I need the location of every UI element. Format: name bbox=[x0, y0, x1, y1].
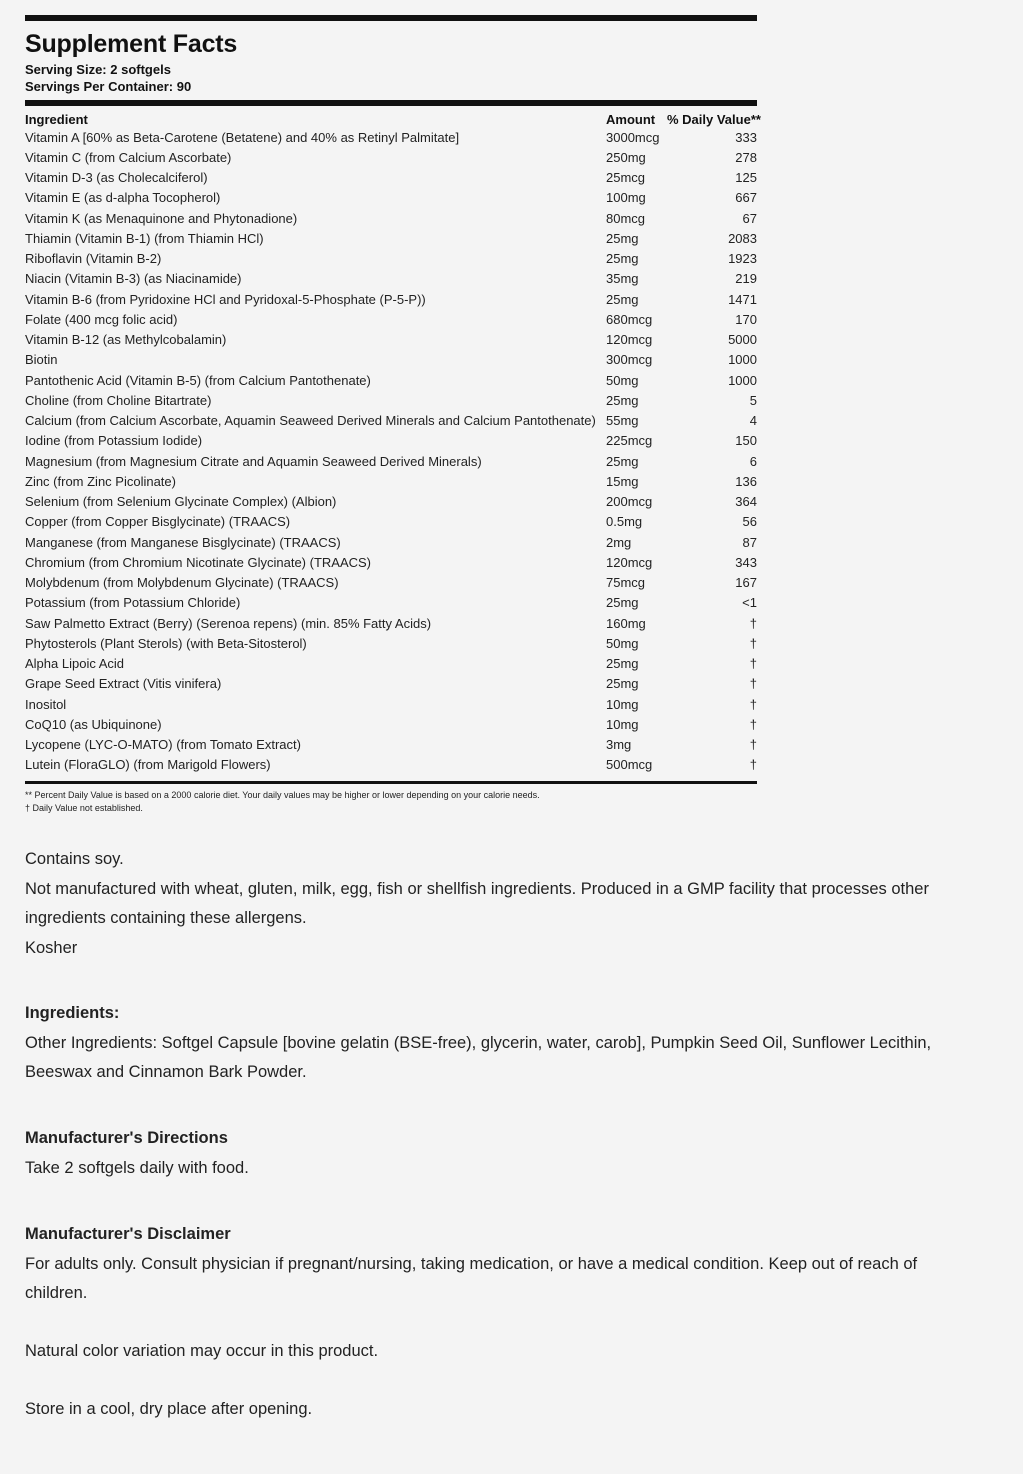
ingredient-daily-value: 667 bbox=[735, 190, 757, 206]
facts-table-row bbox=[25, 552, 757, 572]
ingredient-name: Potassium (from Potassium Chloride) bbox=[25, 595, 241, 611]
ingredient-name: Manganese (from Manganese Bisglycinate) (TRAACS) bbox=[25, 534, 341, 550]
ingredient-amount: 680mcg bbox=[606, 311, 653, 327]
ingredient-amount: 10mg bbox=[606, 716, 639, 732]
ingredient-name: Selenium (from Selenium Glycinate Complex) (Albion) bbox=[25, 494, 337, 510]
facts-table-row bbox=[25, 431, 757, 451]
ingredient-daily-value: 364 bbox=[735, 494, 757, 510]
top-rule bbox=[25, 15, 757, 21]
facts-table-body bbox=[25, 127, 757, 775]
disclaimer-text: For adults only. Consult physician if pregnant/nursing, taking medication, or have a medical condition. Keep out of reach of children. bbox=[25, 1254, 918, 1302]
ingredient-daily-value: 5 bbox=[749, 392, 757, 408]
ingredient-amount: 35mg bbox=[606, 271, 639, 287]
ingredient-amount: 3000mcg bbox=[606, 129, 660, 145]
ingredient-name: Chromium (from Chromium Nicotinate Glycinate) (TRAACS) bbox=[25, 554, 372, 570]
ingredient-amount: 25mg bbox=[606, 676, 639, 692]
ingredient-name: Iodine (from Potassium Iodide) bbox=[25, 433, 203, 449]
ingredient-amount: 80mcg bbox=[606, 210, 646, 226]
ingredient-daily-value: † bbox=[749, 757, 757, 773]
ingredient-name: Niacin (Vitamin B-3) (as Niacinamide) bbox=[25, 271, 242, 287]
ingredient-daily-value: 2083 bbox=[728, 230, 757, 246]
other-ingredients-text: Other Ingredients: Softgel Capsule [bovine gelatin (BSE-free), glycerin, water, carob], Pumpkin Seed Oil, Sunflower Lecithin, Beeswax and Cinnamon Bark Powder. bbox=[25, 1033, 932, 1081]
ingredient-daily-value: 1471 bbox=[728, 291, 757, 307]
ingredient-daily-value: <1 bbox=[742, 595, 757, 611]
ingredient-amount: 250mg bbox=[606, 149, 646, 165]
facts-table-row bbox=[25, 654, 757, 674]
daily-value-footnote: ** Percent Daily Value is based on a 2000 calorie diet. Your daily values may be higher or lower depending on your calorie needs. bbox=[25, 790, 540, 800]
ingredient-daily-value: † bbox=[749, 676, 757, 692]
ingredient-daily-value: 219 bbox=[735, 271, 757, 287]
ingredient-name: CoQ10 (as Ubiquinone) bbox=[25, 716, 162, 732]
facts-column-headers bbox=[25, 106, 761, 127]
ingredient-amount: 50mg bbox=[606, 372, 639, 388]
ingredient-amount: 120mcg bbox=[606, 554, 653, 570]
facts-table-row bbox=[25, 471, 757, 491]
kosher-text: Kosher bbox=[25, 938, 78, 957]
ingredient-name: Vitamin B-12 (as Methylcobalamin) bbox=[25, 332, 227, 348]
amount-column-header: Amount bbox=[606, 112, 656, 127]
ingredient-daily-value: 6 bbox=[749, 453, 757, 469]
ingredient-daily-value: 136 bbox=[735, 473, 757, 489]
color-note-section bbox=[25, 1337, 955, 1367]
ingredient-name: Biotin bbox=[25, 352, 58, 368]
bottom-rule bbox=[25, 781, 757, 784]
facts-table-row bbox=[25, 269, 757, 289]
facts-table-row bbox=[25, 127, 757, 147]
ingredient-name: Choline (from Choline Bitartrate) bbox=[25, 392, 212, 408]
servings-per-container: Servings Per Container: 90 bbox=[25, 79, 192, 94]
ingredient-daily-value: † bbox=[749, 615, 757, 631]
ingredient-amount: 25mg bbox=[606, 392, 639, 408]
ingredient-daily-value: 1923 bbox=[728, 251, 757, 267]
ingredient-name: Lycopene (LYC-O-MATO) (from Tomato Extract) bbox=[25, 737, 301, 753]
facts-table-row bbox=[25, 492, 757, 512]
ingredient-name: Molybdenum (from Molybdenum Glycinate) (TRAACS) bbox=[25, 575, 339, 591]
allergen-section bbox=[25, 845, 955, 963]
facts-table-row bbox=[25, 411, 757, 431]
disclaimer-section bbox=[25, 1220, 955, 1309]
facts-table-row bbox=[25, 289, 757, 309]
ingredient-name: Lutein (FloraGLO) (from Marigold Flowers) bbox=[25, 757, 271, 773]
facts-table-row bbox=[25, 451, 757, 471]
contains-soy-text: Contains soy. bbox=[25, 850, 124, 868]
ingredient-daily-value: 278 bbox=[735, 149, 757, 165]
ingredient-daily-value: † bbox=[749, 737, 757, 753]
ingredient-daily-value: 170 bbox=[735, 311, 757, 327]
ingredient-column-header: Ingredient bbox=[25, 113, 88, 127]
storage-text: Store in a cool, dry place after opening. bbox=[25, 1400, 313, 1418]
ingredient-amount: 25mg bbox=[606, 656, 639, 672]
facts-table-row bbox=[25, 208, 757, 228]
facts-table-row bbox=[25, 330, 757, 350]
facts-table-row bbox=[25, 188, 757, 208]
ingredient-name: Thiamin (Vitamin B-1) (from Thiamin HCl) bbox=[25, 230, 264, 246]
supplement-facts-panel bbox=[25, 15, 761, 815]
ingredient-name: Alpha Lipoic Acid bbox=[25, 656, 125, 672]
ingredient-amount: 25mg bbox=[606, 230, 639, 246]
disclaimer-heading: Manufacturer's Disclaimer bbox=[25, 1225, 231, 1243]
facts-table-row bbox=[25, 168, 757, 188]
ingredient-amount: 100mg bbox=[606, 190, 646, 206]
ingredient-daily-value: 343 bbox=[735, 554, 757, 570]
ingredient-amount: 500mcg bbox=[606, 757, 653, 773]
ingredient-amount: 25mg bbox=[606, 291, 639, 307]
storage-note-section bbox=[25, 1395, 955, 1425]
ingredient-daily-value: 150 bbox=[735, 433, 757, 449]
ingredient-name: Vitamin A [60% as Beta-Carotene (Betatene) and 40% as Retinyl Palmitate] bbox=[25, 129, 460, 145]
facts-table-row bbox=[25, 512, 757, 532]
ingredient-daily-value: 56 bbox=[742, 514, 757, 530]
ingredient-daily-value: † bbox=[749, 696, 757, 712]
ingredient-daily-value: 4 bbox=[749, 413, 757, 429]
ingredient-daily-value: 87 bbox=[742, 534, 757, 550]
ingredient-daily-value: 1000 bbox=[728, 372, 757, 388]
facts-table-row bbox=[25, 532, 757, 552]
facts-table-row bbox=[25, 309, 757, 329]
ingredient-daily-value: 333 bbox=[735, 129, 757, 145]
ingredient-amount: 25mg bbox=[606, 251, 639, 267]
directions-text: Take 2 softgels daily with food. bbox=[25, 1158, 249, 1177]
ingredient-name: Vitamin B-6 (from Pyridoxine HCl and Pyridoxal-5-Phosphate (P-5-P)) bbox=[25, 291, 426, 307]
directions-heading: Manufacturer's Directions bbox=[25, 1129, 228, 1147]
ingredient-daily-value: † bbox=[749, 716, 757, 732]
ingredient-amount: 25mg bbox=[606, 453, 639, 469]
ingredient-name: Vitamin K (as Menaquinone and Phytonadione) bbox=[25, 210, 298, 226]
ingredient-amount: 10mg bbox=[606, 696, 639, 712]
ingredient-daily-value: 5000 bbox=[728, 332, 757, 348]
facts-table-row bbox=[25, 755, 757, 775]
ingredient-amount: 225mcg bbox=[606, 433, 653, 449]
facts-table-row bbox=[25, 249, 757, 269]
ingredient-amount: 25mg bbox=[606, 595, 639, 611]
ingredient-name: Grape Seed Extract (Vitis vinifera) bbox=[25, 676, 222, 692]
ingredient-name: Vitamin D-3 (as Cholecalciferol) bbox=[25, 170, 208, 186]
ingredient-name: Pantothenic Acid (Vitamin B-5) (from Calcium Pantothenate) bbox=[25, 372, 371, 388]
ingredient-name: Saw Palmetto Extract (Berry) (Serenoa repens) (min. 85% Fatty Acids) bbox=[25, 615, 432, 631]
facts-table-row bbox=[25, 694, 757, 714]
ingredient-amount: 3mg bbox=[606, 737, 632, 753]
ingredient-name: Inositol bbox=[25, 696, 67, 712]
ingredient-daily-value: † bbox=[749, 635, 757, 651]
facts-table-row bbox=[25, 350, 757, 370]
ingredient-amount: 0.5mg bbox=[606, 514, 643, 530]
facts-table-row bbox=[25, 228, 757, 248]
ingredient-name: Copper (from Copper Bisglycinate) (TRAACS) bbox=[25, 514, 291, 530]
not-established-footnote: † Daily Value not established. bbox=[25, 803, 143, 813]
ingredient-amount: 25mcg bbox=[606, 170, 646, 186]
daily-value-column-header: % Daily Value** bbox=[667, 112, 761, 127]
ingredient-daily-value: 167 bbox=[735, 575, 757, 591]
facts-table-row bbox=[25, 147, 757, 167]
facts-table-row bbox=[25, 714, 757, 734]
ingredient-name: Folate (400 mcg folic acid) bbox=[25, 311, 178, 327]
ingredient-name: Vitamin E (as d-alpha Tocopherol) bbox=[25, 190, 221, 206]
ingredient-name: Zinc (from Zinc Picolinate) bbox=[25, 473, 176, 489]
facts-table-row bbox=[25, 735, 757, 755]
supplement-facts-title: Supplement Facts bbox=[25, 30, 238, 58]
facts-table-row bbox=[25, 390, 757, 410]
facts-table-row bbox=[25, 593, 757, 613]
ingredient-daily-value: 125 bbox=[735, 170, 757, 186]
ingredient-amount: 55mg bbox=[606, 413, 639, 429]
ingredients-section bbox=[25, 999, 955, 1088]
ingredient-name: Calcium (from Calcium Ascorbate, Aquamin Seaweed Derived Minerals and Calcium Pantothenate) bbox=[25, 413, 596, 429]
ingredient-daily-value: 1000 bbox=[728, 352, 757, 368]
ingredient-amount: 75mcg bbox=[606, 575, 646, 591]
ingredient-amount: 15mg bbox=[606, 473, 639, 489]
serving-size: Serving Size: 2 softgels bbox=[25, 62, 171, 77]
ingredient-amount: 160mg bbox=[606, 615, 646, 631]
ingredient-name: Riboflavin (Vitamin B-2) bbox=[25, 251, 162, 267]
facts-table-row bbox=[25, 674, 757, 694]
facts-table-row bbox=[25, 370, 757, 390]
ingredient-name: Phytosterols (Plant Sterols) (with Beta-Sitosterol) bbox=[25, 635, 307, 651]
ingredient-amount: 2mg bbox=[606, 534, 632, 550]
directions-section bbox=[25, 1124, 955, 1183]
ingredient-daily-value: 67 bbox=[742, 210, 757, 226]
ingredient-amount: 120mcg bbox=[606, 332, 653, 348]
ingredient-amount: 200mcg bbox=[606, 494, 653, 510]
ingredient-name: Vitamin C (from Calcium Ascorbate) bbox=[25, 149, 232, 165]
ingredient-amount: 300mcg bbox=[606, 352, 653, 368]
ingredients-heading: Ingredients: bbox=[25, 1004, 120, 1022]
ingredient-amount: 50mg bbox=[606, 635, 639, 651]
ingredient-daily-value: † bbox=[749, 656, 757, 672]
ingredient-name: Magnesium (from Magnesium Citrate and Aquamin Seaweed Derived Minerals) bbox=[25, 453, 482, 469]
facts-table-row bbox=[25, 573, 757, 593]
facts-table-row bbox=[25, 613, 757, 633]
facts-table-row bbox=[25, 633, 757, 653]
color-variation-text: Natural color variation may occur in this product. bbox=[25, 1342, 379, 1360]
allergen-statement: Not manufactured with wheat, gluten, milk, egg, fish or shellfish ingredients. Produced in a GMP facility that processes other ingredients containing these allergens. bbox=[25, 879, 929, 927]
